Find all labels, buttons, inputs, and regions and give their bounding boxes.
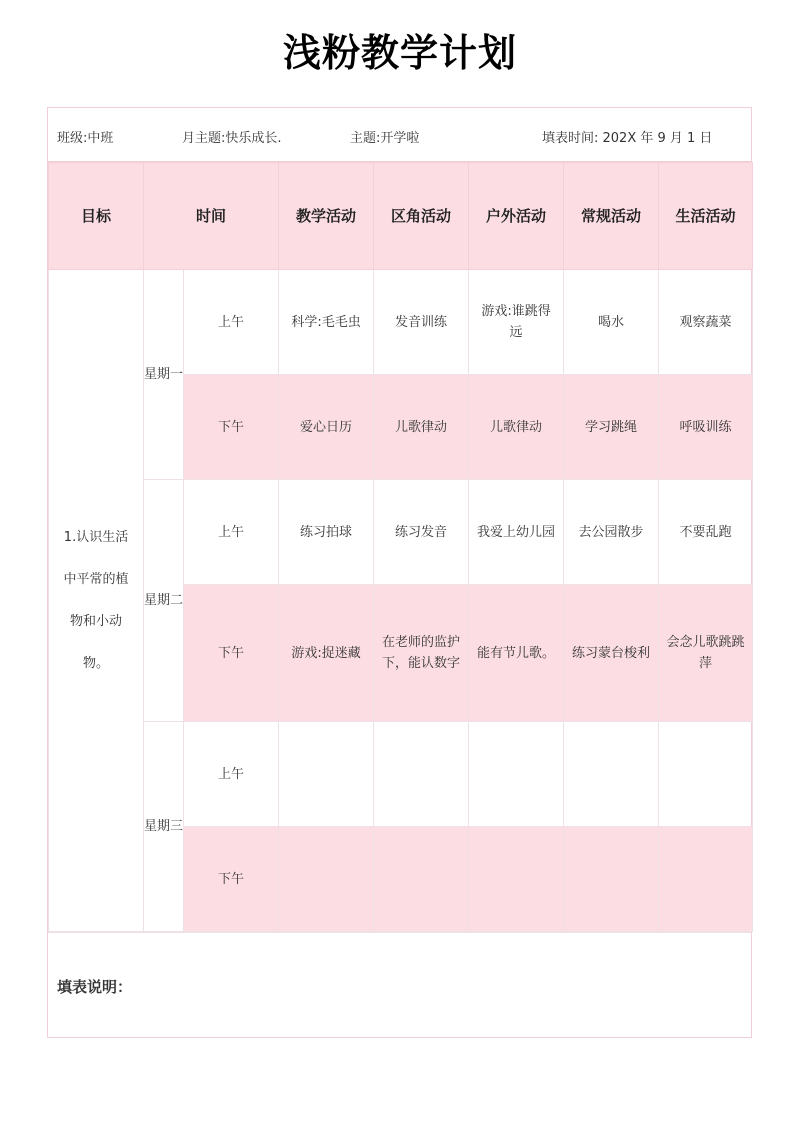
activity-cell bbox=[659, 827, 753, 932]
activity-cell: 学习跳绳 bbox=[564, 375, 659, 480]
plan-table bbox=[48, 162, 753, 932]
month-theme-field: 月主题:快乐成长. bbox=[182, 131, 282, 146]
activity-cell: 呼吸训练 bbox=[659, 375, 753, 480]
header-time: 时间 bbox=[144, 163, 279, 270]
activity-cell: 在老师的监护下，能认数字 bbox=[374, 585, 469, 722]
time-cell: 下午 bbox=[184, 585, 279, 722]
note-label: 填表说明： bbox=[57, 978, 133, 996]
time-cell: 上午 bbox=[184, 480, 279, 585]
activity-cell bbox=[374, 827, 469, 932]
activity-cell: 观察蔬菜 bbox=[659, 270, 753, 375]
header-routine: 常规活动 bbox=[564, 163, 659, 270]
table-row bbox=[49, 722, 753, 827]
table-row bbox=[49, 270, 753, 375]
time-cell: 上午 bbox=[184, 270, 279, 375]
activity-cell: 不要乱跑 bbox=[659, 480, 753, 585]
activity-cell bbox=[469, 827, 564, 932]
note-row bbox=[48, 932, 751, 1037]
header-goal: 目标 bbox=[49, 163, 144, 270]
activity-cell: 我爱上幼儿园 bbox=[469, 480, 564, 585]
activity-cell: 游戏:捉迷藏 bbox=[279, 585, 374, 722]
header-teaching: 教学活动 bbox=[279, 163, 374, 270]
activity-cell: 游戏:谁跳得远 bbox=[469, 270, 564, 375]
activity-cell bbox=[374, 722, 469, 827]
activity-cell bbox=[564, 827, 659, 932]
activity-cell bbox=[469, 722, 564, 827]
activity-cell: 发音训练 bbox=[374, 270, 469, 375]
activity-cell: 练习发音 bbox=[374, 480, 469, 585]
day-cell: 星期二 bbox=[144, 480, 184, 722]
activity-cell: 喝水 bbox=[564, 270, 659, 375]
table-row bbox=[49, 480, 753, 585]
activity-cell: 去公园散步 bbox=[564, 480, 659, 585]
page-title: 浅粉教学计划 bbox=[282, 31, 517, 75]
time-cell: 下午 bbox=[184, 827, 279, 932]
activity-cell: 能有节儿歌。 bbox=[469, 585, 564, 722]
time-cell: 下午 bbox=[184, 375, 279, 480]
plan-sheet bbox=[47, 107, 752, 1038]
date-field: 填表时间: 202X 年 9 月 1 日 bbox=[542, 131, 713, 146]
goal-cell: 1.认识生活中平常的植物和小动物。 bbox=[49, 270, 144, 932]
info-row bbox=[48, 108, 751, 162]
header-outdoor: 户外活动 bbox=[469, 163, 564, 270]
activity-cell: 练习拍球 bbox=[279, 480, 374, 585]
header-life: 生活活动 bbox=[659, 163, 753, 270]
activity-cell bbox=[564, 722, 659, 827]
activity-cell: 儿歌律动 bbox=[374, 375, 469, 480]
activity-cell bbox=[659, 722, 753, 827]
activity-cell: 会念儿歌跳跳萍 bbox=[659, 585, 753, 722]
day-cell: 星期一 bbox=[144, 270, 184, 480]
header-corner: 区角活动 bbox=[374, 163, 469, 270]
activity-cell bbox=[279, 827, 374, 932]
activity-cell: 练习蒙台梭利 bbox=[564, 585, 659, 722]
class-field: 班级:中班 bbox=[57, 131, 114, 146]
time-cell: 上午 bbox=[184, 722, 279, 827]
activity-cell: 爱心日历 bbox=[279, 375, 374, 480]
activity-cell bbox=[279, 722, 374, 827]
day-cell: 星期三 bbox=[144, 722, 184, 932]
activity-cell: 科学:毛毛虫 bbox=[279, 270, 374, 375]
activity-cell: 儿歌律动 bbox=[469, 375, 564, 480]
header-row bbox=[49, 163, 753, 270]
theme-field: 主题:开学啦 bbox=[350, 131, 420, 146]
